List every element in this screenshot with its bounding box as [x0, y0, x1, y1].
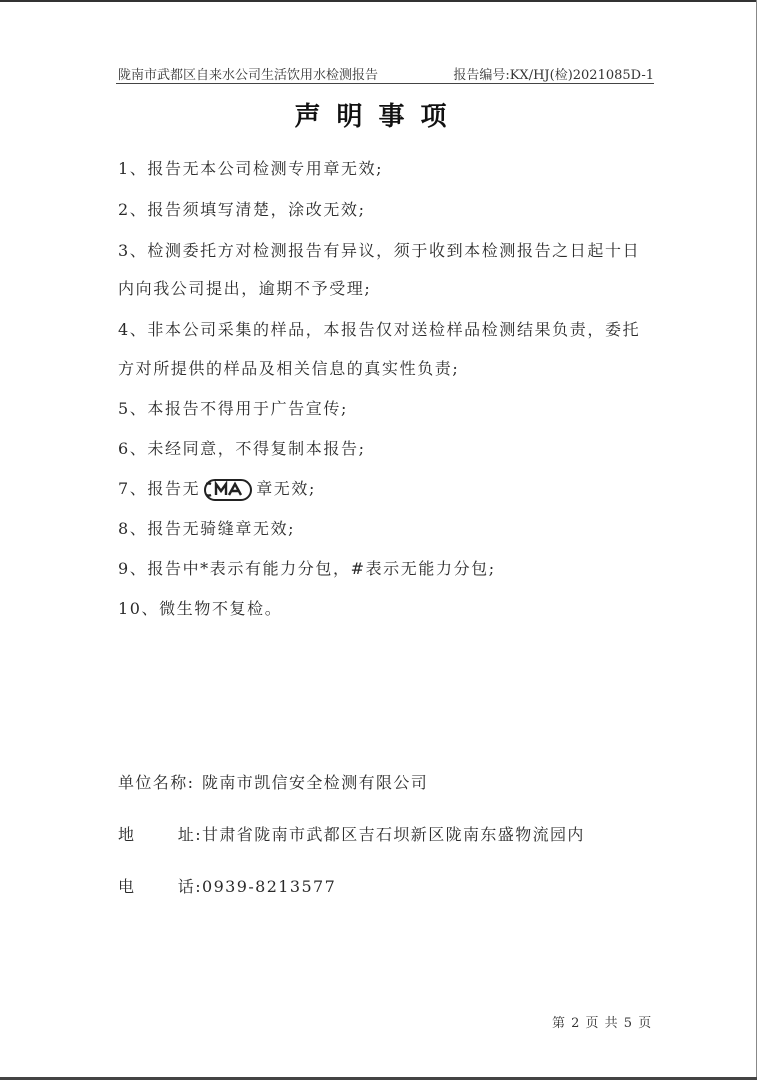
statement-7-prefix: 7、报告无: [118, 479, 201, 498]
report-header-title: 陇南市武都区自来水公司生活饮用水检测报告: [118, 68, 379, 83]
report-number: 报告编号:KX/HJ(检)2021085D-1: [453, 68, 654, 83]
contact-unit: [118, 770, 428, 793]
statement-10: 10、微生物不复检。: [118, 599, 283, 618]
contact-unit-value: 陇南市凯信安全检测有限公司: [202, 773, 429, 792]
contact-phone-label: [118, 874, 202, 897]
page-number: 第 2 页 共 5 页: [552, 1016, 653, 1031]
contact-phone: [118, 874, 336, 897]
statement-3-line-2: 内向我公司提出，逾期不予受理;: [118, 279, 372, 298]
page-title: 声明事项: [294, 102, 463, 132]
statement-9: 9、报告中*表示有能力分包，#表示无能力分包;: [118, 559, 496, 578]
contact-phone-value: 0939-8213577: [202, 877, 337, 896]
cma-mark-icon: [204, 479, 252, 501]
statement-6: 6、未经同意，不得复制本报告;: [118, 439, 366, 458]
contact-phone-label-1: 电: [118, 877, 136, 896]
contact-address-label-2: 址:: [177, 825, 202, 844]
statement-7: [118, 476, 316, 501]
statement-4-line-1: 4、非本公司采集的样品，本报告仅对送检样品检测结果负责，委托: [118, 320, 641, 339]
report-header: [118, 64, 654, 84]
contact-address-label: [118, 822, 202, 845]
contact-address-value: 甘肃省陇南市武都区吉石坝新区陇南东盛物流园内: [202, 825, 585, 844]
contact-phone-label-2: 话:: [177, 877, 202, 896]
contact-unit-label: 单位名称:: [118, 773, 195, 792]
contact-address-label-1: 地: [118, 825, 136, 844]
page-top-edge: [0, 0, 757, 2]
header-rule: [116, 83, 654, 84]
contact-address: [118, 822, 585, 845]
statement-8: 8、报告无骑缝章无效;: [118, 519, 296, 538]
statement-4-line-2: 方对所提供的样品及相关信息的真实性负责;: [118, 359, 460, 378]
statement-3-line-1: 3、检测委托方对检测报告有异议，须于收到本检测报告之日起十日: [118, 241, 641, 260]
statement-7-suffix: 章无效;: [256, 479, 316, 498]
statement-1: 1、报告无本公司检测专用章无效;: [118, 159, 384, 178]
statement-2: 2、报告须填写清楚，涂改无效;: [118, 200, 366, 219]
statement-5: 5、本报告不得用于广告宣传;: [118, 399, 348, 418]
